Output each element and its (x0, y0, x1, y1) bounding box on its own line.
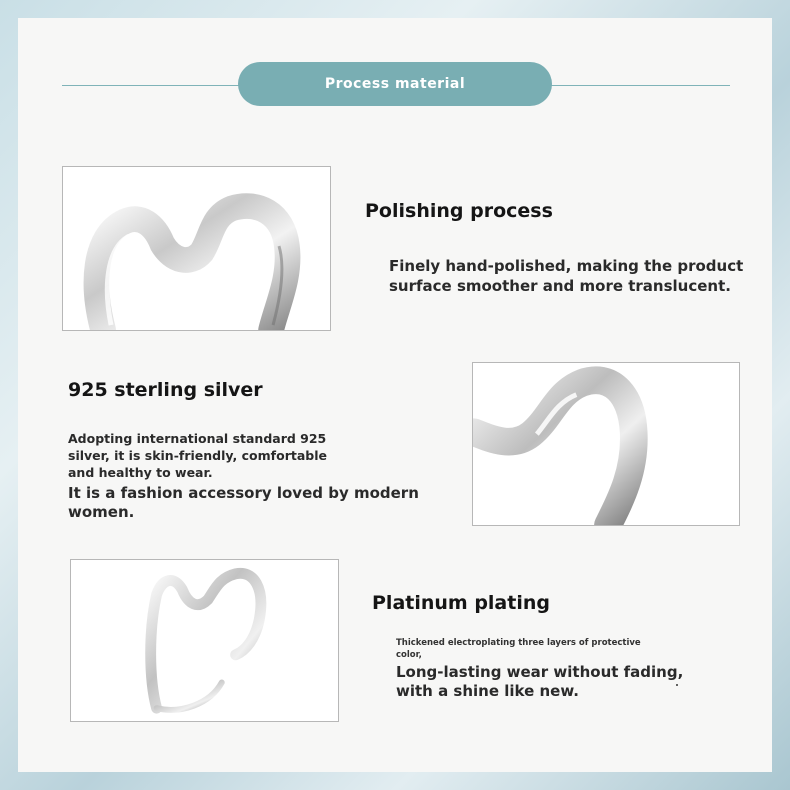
ring-closeup-photo-1 (62, 166, 331, 331)
polishing-text-line-2: surface smoother and more translucent. (389, 277, 731, 295)
silver-small-line-1: Adopting international standard 925 (68, 431, 327, 446)
polishing-text-line-1: Finely hand-polished, making the product (389, 257, 744, 275)
section-title-polishing: Polishing process (365, 200, 553, 222)
ring-full-photo (70, 559, 339, 722)
silver-small-line-2: silver, it is skin-friendly, comfortable (68, 448, 327, 463)
plating-small-line-1: Thickened electroplating three layers of protective (396, 638, 641, 648)
silver-small-line-3: and healthy to wear. (68, 465, 213, 480)
silver-ring-image (473, 363, 739, 525)
plating-text-line-1: Long-lasting wear without fading, (396, 663, 684, 681)
plating-small-line-2: color, (396, 650, 422, 660)
section-title-silver: 925 sterling silver (68, 379, 263, 401)
silver-ring-image (71, 560, 338, 721)
section-title-plating: Platinum plating (372, 592, 550, 614)
section-header-pill: Process material (238, 62, 552, 106)
plating-text-line-2: with a shine like new. (396, 682, 579, 700)
silver-ring-image (63, 167, 330, 330)
decorative-dot (676, 684, 678, 686)
silver-text-line-2: women. (68, 503, 135, 521)
silver-text-line-1: It is a fashion accessory loved by modern (68, 484, 419, 502)
ring-closeup-photo-2 (472, 362, 740, 526)
header-rule-left (62, 85, 240, 86)
header-rule-right (550, 85, 730, 86)
